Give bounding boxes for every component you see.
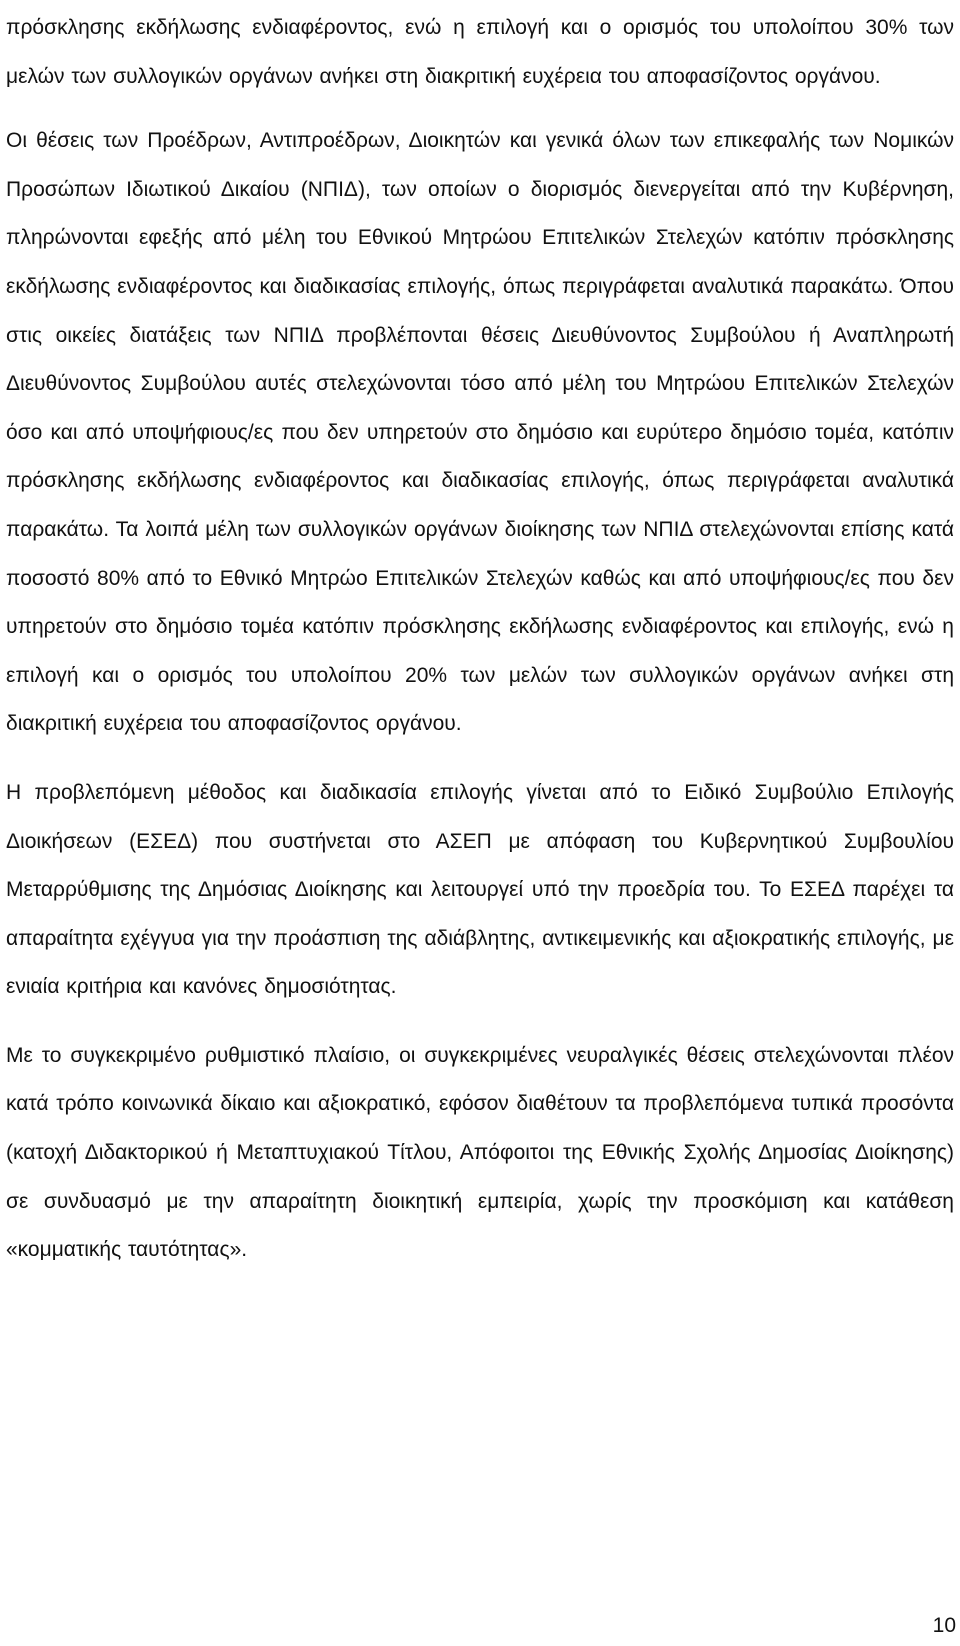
document-page bbox=[6, 0, 954, 1275]
paragraph-3: Η προβλεπόμενη μέθοδος και διαδικασία επιλογής γίνεται από το Ειδικό Συμβούλιο Επιλογής Διοικήσεων (ΕΣΕΔ) που συστήνεται στο ΑΣΕΠ με απόφαση του Κυβερνητικού Συμβουλίου Μεταρρύθμισης της Δημόσιας Διοίκησης και λειτουργεί υπό την προεδρία του. Το ΕΣΕΔ παρέχει τα απαραίτητα εχέγγυα για την προάσπιση της αδιάβλητης, αντικειμενικής και αξιοκρατικής επιλογής, με ενιαία κριτήρια και κανόνες δημοσιότητας. bbox=[6, 780, 954, 999]
paragraph-2: Οι θέσεις των Προέδρων, Αντιπροέδρων, Διοικητών και γενικά όλων των επικεφαλής των Νομικών Προσώπων Ιδιωτικού Δικαίου (ΝΠΙΔ), των οποίων ο διορισμός διενεργείται από την Κυβέρνηση, πληρώνονται εφεξής από μέλη του Εθνικού Μητρώου Επιτελικών Στελεχών κατόπιν πρόσκλησης εκδήλωσης ενδιαφέροντος και διαδικασίας επιλογής, όπως περιγράφεται αναλυτικά παρακάτω. Όπου στις οικείες διατάξεις των ΝΠΙΔ προβλέπονται θέσεις Διευθύνοντος Συμβούλου ή Αναπληρωτή Διευθύνοντος Συμβούλου αυτές στελεχώνονται τόσο από μέλη του Μητρώου Επιτελικών Στελεχών όσο και από υποψήφιους/ες που δεν υπηρετούν στο δημόσιο και ευρύτερο δημόσιο τομέα, κατόπιν πρόσκλησης εκδήλωσης ενδιαφέροντος και διαδικασίας επιλογής, όπως περιγράφεται αναλυτικά παρακάτω. Τα λοιπά μέλη των συλλογικών οργάνων διοίκησης των ΝΠΙΔ στελεχώνονται επίσης κατά ποσοστό 80% από το Εθνικό Μητρώο Επιτελικών Στελεχών καθώς και από υποψήφιους/ες που δεν υπηρετούν στο δημόσιο τομέα κατόπιν πρόσκλησης εκδήλωσης ενδιαφέροντος και επιλογής, ενώ η επιλογή και ο ορισμός του υπολοίπου 20% των μελών των συλλογικών οργάνων ανήκει στη διακριτική ευχέρεια του αποφασίζοντος οργάνου. bbox=[6, 129, 954, 736]
paragraph-4: Με το συγκεκριμένο ρυθμιστικό πλαίσιο, οι συγκεκριμένες νευραλγικές θέσεις στελεχώνονται πλέον κατά τρόπο κοινωνικά δίκαιο και αξιοκρατικό, εφόσον διαθέτουν τα προβλεπόμενα τυπικά προσόντα (κατοχή Διδακτορικού ή Μεταπτυχιακού Τίτλου, Απόφοιτοι της Εθνικής Σχολής Δημοσίας Διοίκησης) σε συνδυασμό με την απαραίτητη διοικητική εμπειρία, χωρίς την προσκόμιση και κατάθεση «κομματικής ταυτότητας». bbox=[6, 1043, 954, 1262]
page-number: 10 bbox=[932, 1614, 956, 1637]
paragraph-1: πρόσκλησης εκδήλωσης ενδιαφέροντος, ενώ η επιλογή και ο ορισμός του υπολοίπου 30% των μελών των συλλογικών οργάνων ανήκει στη διακριτική ευχέρεια του αποφασίζοντος οργάνου. bbox=[6, 16, 954, 88]
